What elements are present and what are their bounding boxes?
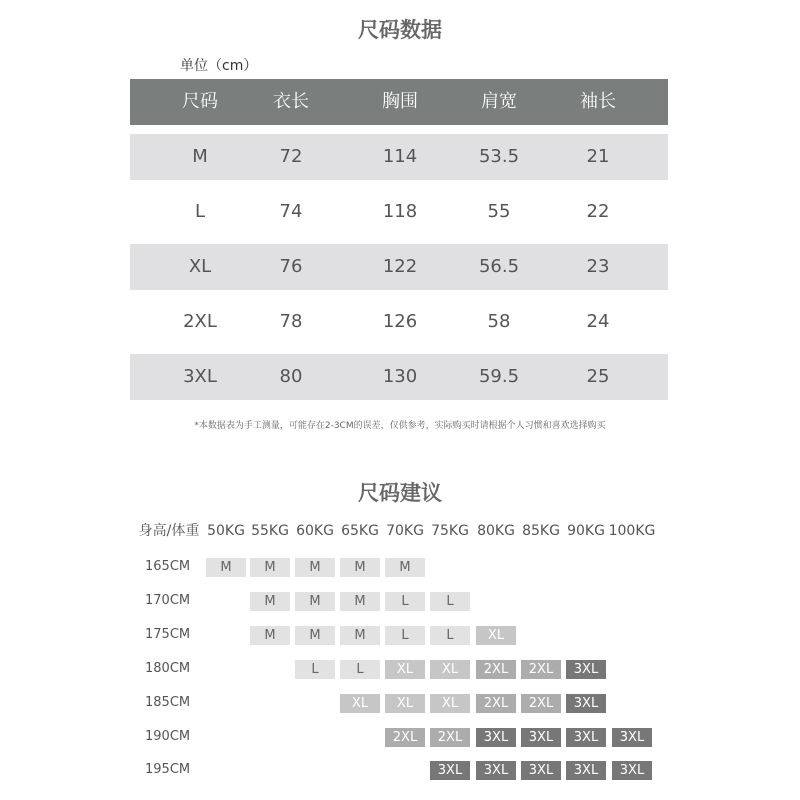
table-cell: 21	[586, 146, 610, 167]
size-chip: 3XL	[476, 761, 516, 780]
table-cell: 78	[279, 311, 303, 332]
size-chip: 3XL	[566, 728, 606, 747]
height-label: 170CM	[145, 593, 191, 608]
size-chip: XL	[340, 694, 380, 713]
height-label: 195CM	[145, 762, 191, 777]
table-cell: 2XL	[183, 311, 217, 332]
weight-label: 50KG	[207, 523, 245, 539]
table-cell: 130	[382, 366, 418, 387]
size-chip: 2XL	[476, 660, 516, 679]
size-chip: 3XL	[521, 761, 561, 780]
table-cell: 25	[586, 366, 610, 387]
unit-label: 单位（cm）	[180, 58, 258, 74]
size-chip: 2XL	[385, 728, 425, 747]
weight-label: 85KG	[522, 523, 560, 539]
table-cell: 袖长	[580, 91, 616, 112]
size-chip: L	[385, 626, 425, 645]
table-cell: 126	[382, 311, 418, 332]
weight-label: 80KG	[477, 523, 515, 539]
weight-label: 90KG	[567, 523, 605, 539]
table-cell: 55	[487, 201, 511, 222]
size-chip: M	[295, 592, 335, 611]
weight-label: 75KG	[431, 523, 469, 539]
height-label: 190CM	[145, 729, 191, 744]
size-chip: M	[340, 626, 380, 645]
table-cell: 尺码	[182, 91, 218, 112]
size-chip: L	[295, 660, 335, 679]
size-chip: L	[430, 626, 470, 645]
table-cell: M	[192, 146, 208, 167]
size-chip: XL	[385, 694, 425, 713]
size-chip: 3XL	[612, 728, 652, 747]
size-chip: 3XL	[566, 694, 606, 713]
recommendation-title: 尺码建议	[358, 481, 442, 505]
size-chip: L	[430, 592, 470, 611]
height-label: 180CM	[145, 661, 191, 676]
size-chip: 3XL	[430, 761, 470, 780]
table-cell: L	[194, 201, 206, 222]
size-chip: 3XL	[566, 660, 606, 679]
table-cell: 118	[382, 201, 418, 222]
weight-label: 55KG	[251, 523, 289, 539]
table-cell: 122	[382, 256, 418, 277]
table-cell: 56.5	[478, 256, 520, 277]
table-cell: 58	[487, 311, 511, 332]
table-cell: 胸围	[382, 91, 418, 112]
table-cell: 肩宽	[481, 91, 517, 112]
size-chip: M	[250, 626, 290, 645]
size-chip: XL	[385, 660, 425, 679]
table-cell: 24	[586, 311, 610, 332]
table-cell: 74	[279, 201, 303, 222]
size-chip: 2XL	[476, 694, 516, 713]
size-chip: 2XL	[521, 660, 561, 679]
size-chip: XL	[430, 660, 470, 679]
table-cell: 23	[586, 256, 610, 277]
size-chip: 2XL	[521, 694, 561, 713]
height-label: 175CM	[145, 627, 191, 642]
weight-label: 70KG	[386, 523, 424, 539]
weight-label: 60KG	[296, 523, 334, 539]
size-chip: M	[250, 592, 290, 611]
height-label: 185CM	[145, 695, 191, 710]
height-label: 165CM	[145, 559, 191, 574]
size-chip: M	[295, 626, 335, 645]
table-cell: 59.5	[478, 366, 520, 387]
size-chip: XL	[476, 626, 516, 645]
size-chip: L	[340, 660, 380, 679]
size-chip: M	[295, 558, 335, 577]
size-chip: L	[385, 592, 425, 611]
size-chip: 3XL	[566, 761, 606, 780]
table-cell: 76	[279, 256, 303, 277]
size-chip: M	[340, 592, 380, 611]
table-cell: XL	[188, 256, 212, 277]
table-cell: 80	[279, 366, 303, 387]
table-cell: 22	[586, 201, 610, 222]
size-chip: M	[385, 558, 425, 577]
size-chip: 3XL	[521, 728, 561, 747]
size-chip: 3XL	[476, 728, 516, 747]
size-chip: M	[340, 558, 380, 577]
size-chip: M	[206, 558, 246, 577]
table-cell: 53.5	[478, 146, 520, 167]
size-chip: M	[250, 558, 290, 577]
table-cell: 72	[279, 146, 303, 167]
table-cell: 3XL	[183, 366, 217, 387]
size-chip: 3XL	[612, 761, 652, 780]
size-chip: 2XL	[430, 728, 470, 747]
weight-label: 100KG	[608, 523, 656, 539]
weight-label: 65KG	[341, 523, 379, 539]
table-cell: 114	[382, 146, 418, 167]
size-chip: XL	[430, 694, 470, 713]
size-data-title: 尺码数据	[358, 18, 442, 42]
height-weight-corner-label: 身高/体重	[138, 523, 200, 539]
measurement-note: *本数据表为手工测量，可能存在2-3CM的误差，仅供参考，实际购买时请根据个人习惯和喜欢选择购买	[194, 421, 606, 431]
table-cell: 衣长	[273, 91, 309, 112]
